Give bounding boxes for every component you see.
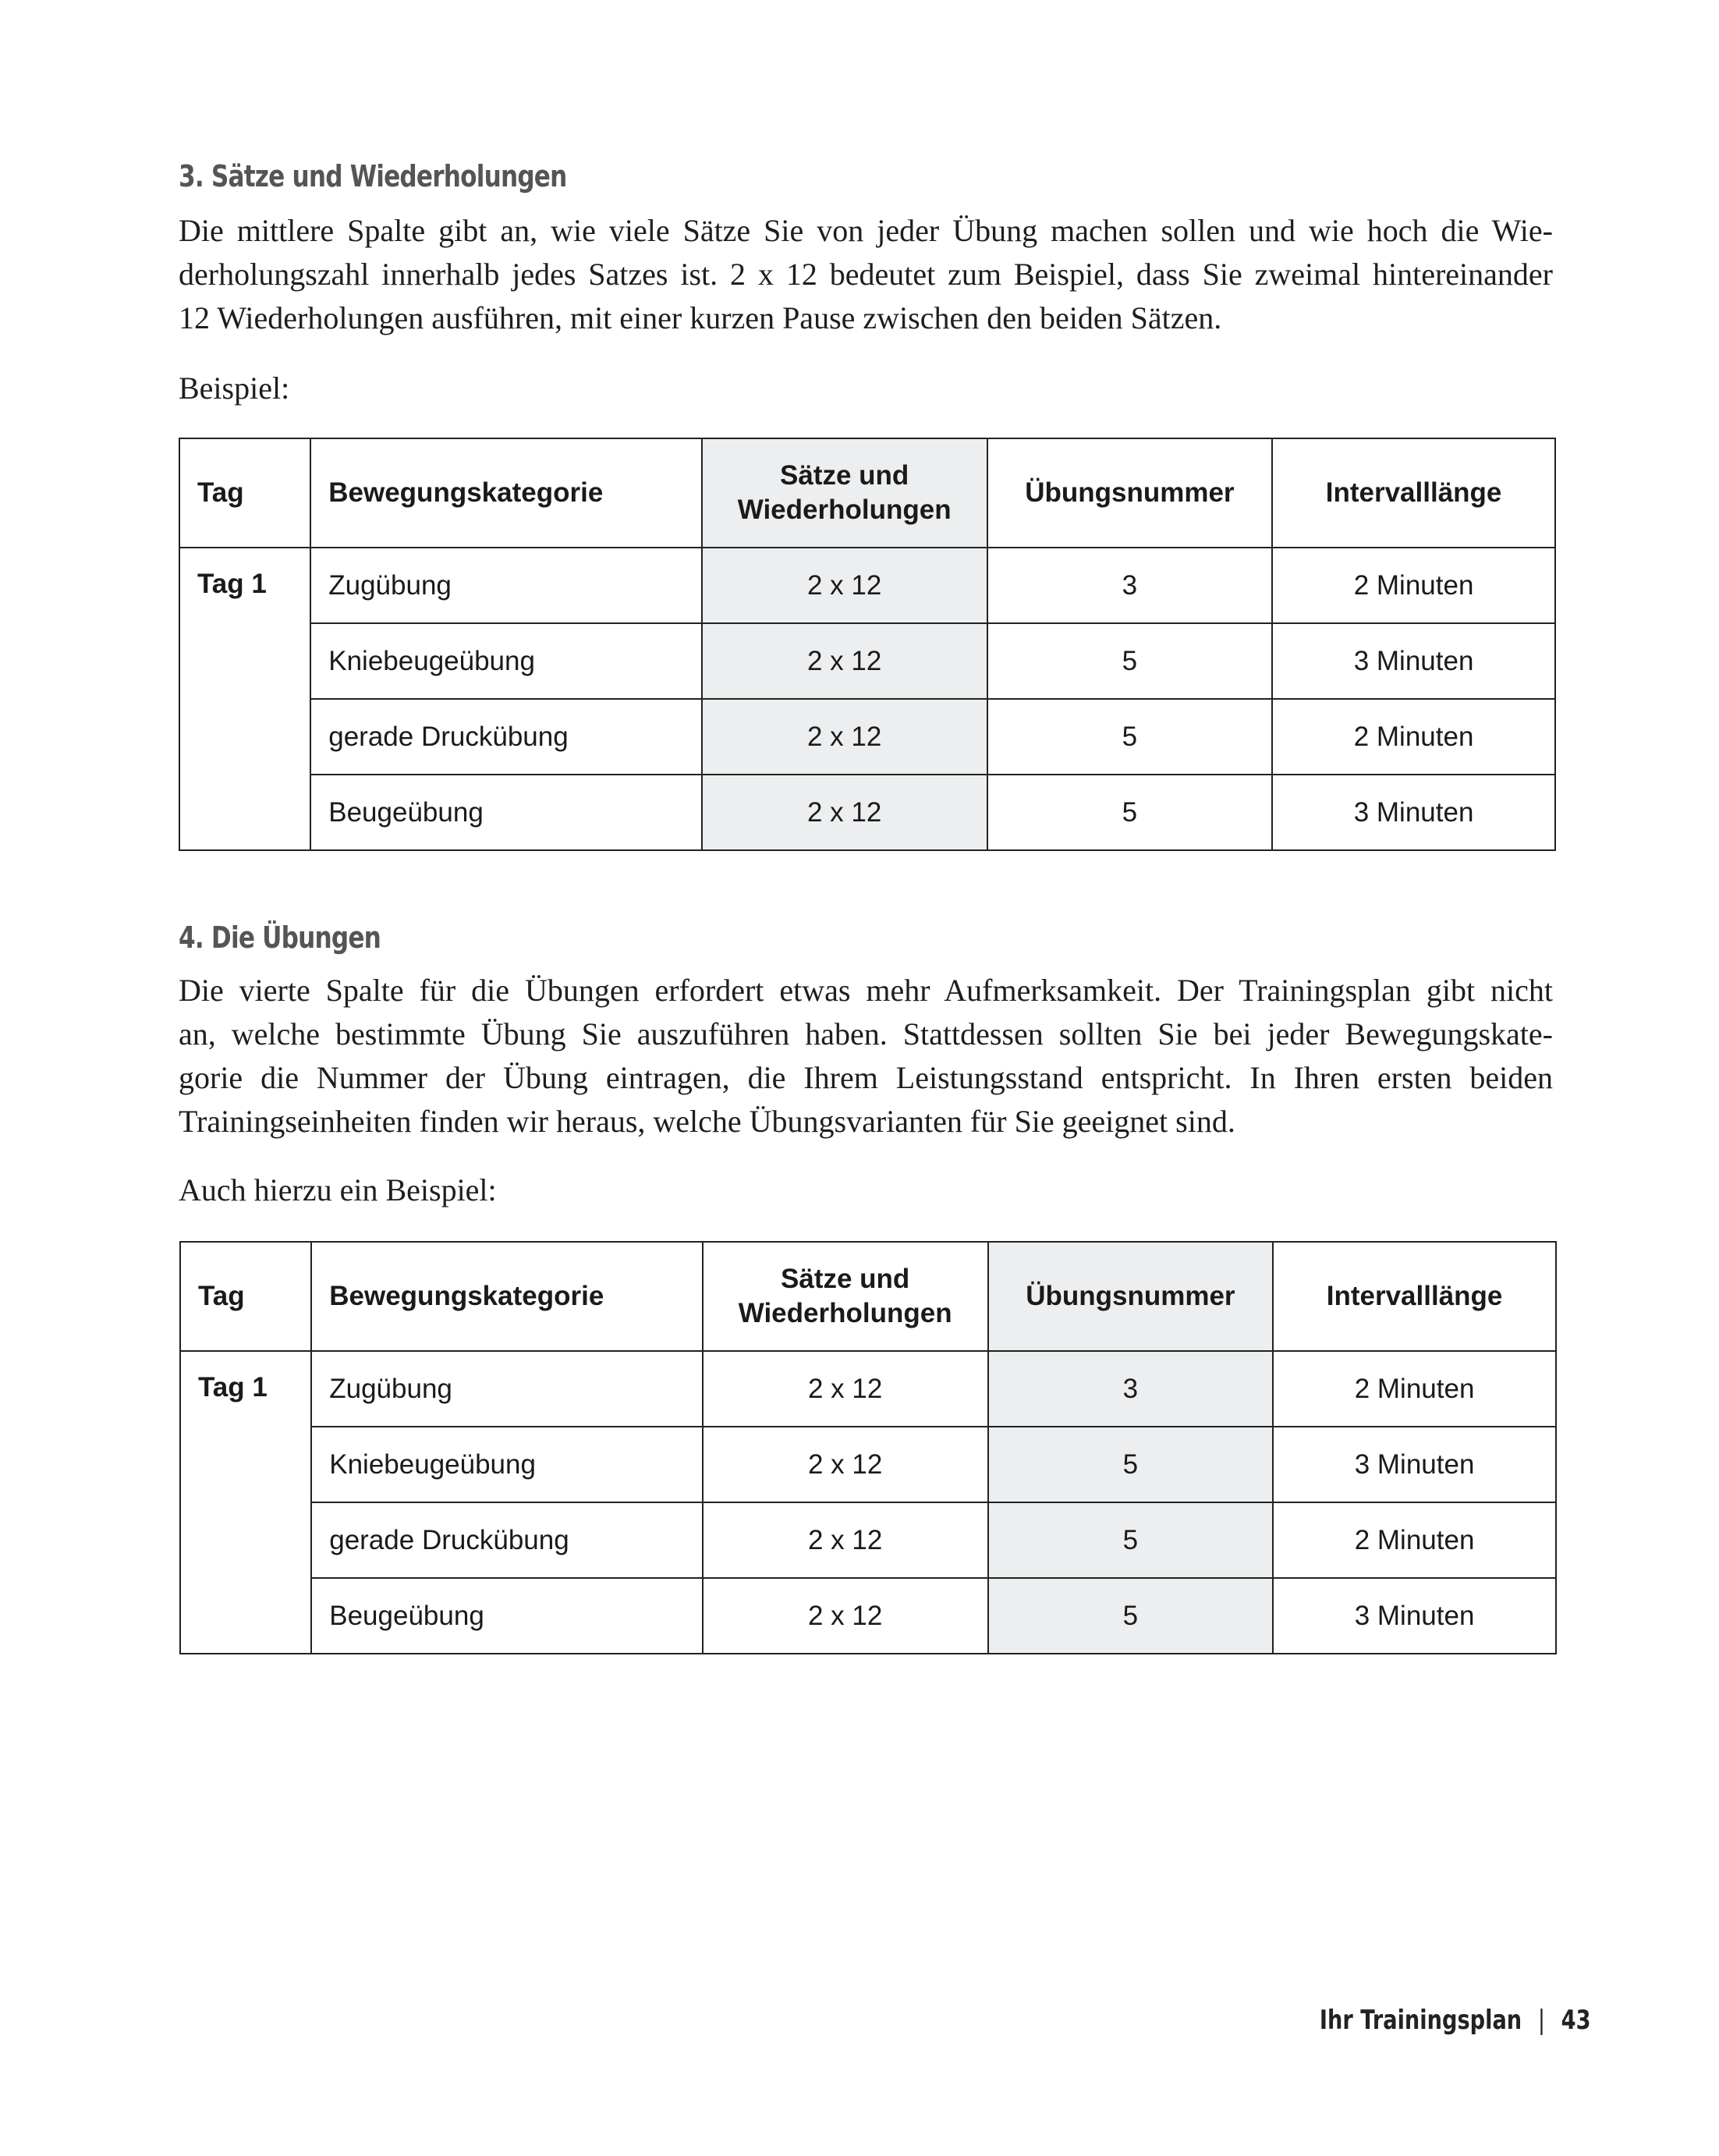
kategorie-cell: gerade Druckübung	[310, 699, 701, 775]
header-saetze-line1: Sätze und	[781, 1264, 910, 1294]
section-4-heading: 4. Die Übungen	[179, 920, 381, 955]
kategorie-cell: Kniebeugeübung	[311, 1427, 702, 1502]
section-3-paragraph	[179, 209, 1553, 340]
nummer-cell: 5	[988, 1578, 1274, 1654]
kategorie-cell: Beugeübung	[311, 1578, 702, 1654]
table-row	[180, 1427, 1556, 1502]
header-tag: Tag	[179, 438, 310, 548]
header-uebungsnummer: Übungsnummer	[987, 438, 1273, 548]
intervall-cell: 3 Minuten	[1272, 623, 1555, 699]
footer-separator: |	[1538, 2005, 1546, 2036]
example-table-exercises	[179, 1241, 1557, 1654]
header-intervalllaenge: Intervalllänge	[1273, 1242, 1556, 1351]
header-bewegungskategorie: Bewegungskategorie	[311, 1242, 702, 1351]
paragraph-line: Trainingseinheiten finden wir heraus, welche Übungsvarianten für Sie geeignet sind.	[179, 1104, 1235, 1139]
page-footer	[1320, 2005, 1591, 2036]
header-saetze-wiederholungen	[703, 1242, 988, 1351]
paragraph-line: gorie die Nummer der Übung eintragen, die Ihrem Leistungsstand entspricht. In Ihren ersten beiden	[179, 1060, 1553, 1095]
table-row	[179, 623, 1555, 699]
header-uebungsnummer: Übungsnummer	[988, 1242, 1274, 1351]
example-label-1: Beispiel:	[179, 371, 290, 406]
header-saetze-wiederholungen	[702, 438, 987, 548]
nummer-cell: 3	[987, 548, 1273, 623]
paragraph-line: Die vierte Spalte für die Übungen erfordert etwas mehr Aufmerksamkeit. Der Trainingsplan gibt nicht	[179, 973, 1553, 1008]
nummer-cell: 5	[988, 1502, 1274, 1578]
intervall-cell: 2 Minuten	[1272, 548, 1555, 623]
saetze-cell: 2 x 12	[702, 775, 987, 850]
saetze-cell: 2 x 12	[702, 623, 987, 699]
kategorie-cell: Beugeübung	[310, 775, 701, 850]
nummer-cell: 5	[987, 699, 1273, 775]
header-intervalllaenge: Intervalllänge	[1272, 438, 1555, 548]
table-row	[179, 548, 1555, 623]
nummer-cell: 5	[987, 623, 1273, 699]
saetze-cell: 2 x 12	[703, 1502, 988, 1578]
example-label-2: Auch hierzu ein Beispiel:	[179, 1172, 497, 1207]
table-header-row	[179, 438, 1555, 548]
intervall-cell: 3 Minuten	[1273, 1427, 1556, 1502]
section-3-heading: 3. Sätze und Wiederholungen	[179, 159, 567, 193]
table-header-row	[180, 1242, 1556, 1351]
nummer-cell: 5	[987, 775, 1273, 850]
saetze-cell: 2 x 12	[703, 1351, 988, 1427]
header-saetze-line2: Wiederholungen	[738, 1298, 952, 1328]
kategorie-cell: gerade Druckübung	[311, 1502, 702, 1578]
table-row	[180, 1351, 1556, 1427]
table-row	[179, 699, 1555, 775]
table-row	[179, 775, 1555, 850]
header-saetze-line1: Sätze und	[780, 460, 909, 491]
saetze-cell: 2 x 12	[703, 1427, 988, 1502]
kategorie-cell: Kniebeugeübung	[310, 623, 701, 699]
saetze-cell: 2 x 12	[703, 1578, 988, 1654]
kategorie-cell: Zugübung	[310, 548, 701, 623]
paragraph-line: an, welche bestimmte Übung Sie auszuführen haben. Stattdessen sollten Sie bei jeder Bewegungskate-	[179, 1016, 1553, 1051]
kategorie-cell: Zugübung	[311, 1351, 702, 1427]
day-cell: Tag 1	[180, 1351, 311, 1654]
header-saetze-line2: Wiederholungen	[737, 495, 952, 525]
saetze-cell: 2 x 12	[702, 699, 987, 775]
page-number: 43	[1561, 2005, 1591, 2036]
example-table-sets	[179, 438, 1556, 851]
intervall-cell: 2 Minuten	[1273, 1351, 1556, 1427]
intervall-cell: 3 Minuten	[1273, 1578, 1556, 1654]
day-cell: Tag 1	[179, 548, 310, 850]
intervall-cell: 2 Minuten	[1273, 1502, 1556, 1578]
intervall-cell: 2 Minuten	[1272, 699, 1555, 775]
paragraph-line: 12 Wiederholungen ausführen, mit einer kurzen Pause zwischen den beiden Sätzen.	[179, 300, 1222, 335]
saetze-cell: 2 x 12	[702, 548, 987, 623]
nummer-cell: 3	[988, 1351, 1274, 1427]
header-bewegungskategorie: Bewegungskategorie	[310, 438, 701, 548]
paragraph-line: derholungszahl innerhalb jedes Satzes ist. 2 x 12 bedeutet zum Beispiel, dass Sie zweimal hintereinander	[179, 257, 1553, 292]
table-row	[180, 1502, 1556, 1578]
nummer-cell: 5	[988, 1427, 1274, 1502]
running-title: Ihr Trainingsplan	[1320, 2005, 1522, 2036]
header-tag: Tag	[180, 1242, 311, 1351]
paragraph-line: Die mittlere Spalte gibt an, wie viele Sätze Sie von jeder Übung machen sollen und wie hoch die Wie-	[179, 213, 1553, 248]
table-row	[180, 1578, 1556, 1654]
intervall-cell: 3 Minuten	[1272, 775, 1555, 850]
section-4-paragraph	[179, 969, 1553, 1144]
